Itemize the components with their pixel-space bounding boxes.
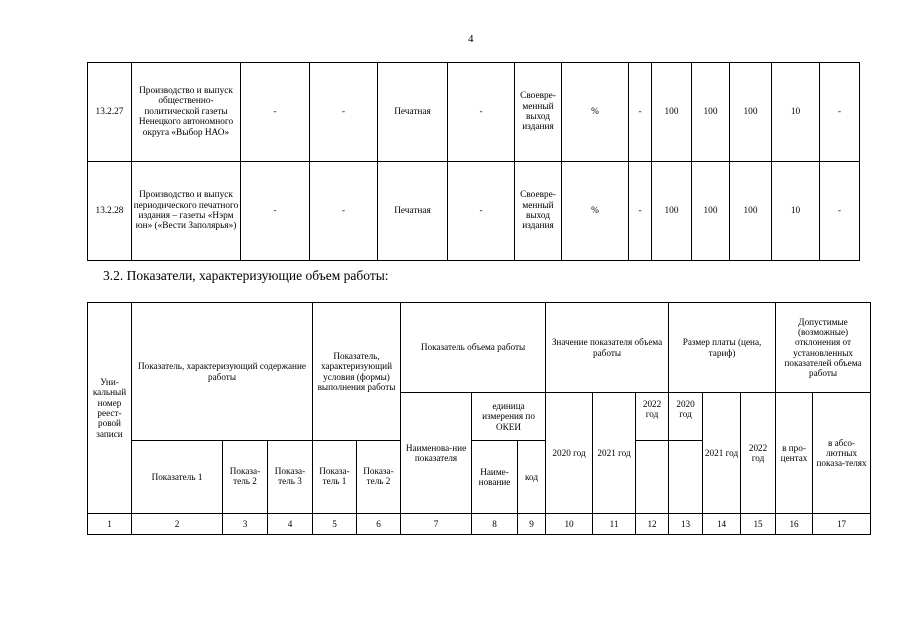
header-fee-2022: 2022 год <box>741 393 776 514</box>
value-2022: 100 <box>730 63 772 162</box>
column-number: 3 <box>223 514 268 535</box>
deviation-absolute: - <box>820 162 860 261</box>
header-indicator-1: Показатель 1 <box>132 441 223 514</box>
column-number: 14 <box>703 514 741 535</box>
column-number: 4 <box>268 514 313 535</box>
cell-dash: - <box>310 63 378 162</box>
registry-continuation-table <box>87 62 860 261</box>
header-unit-code: код <box>518 441 546 514</box>
header-indicator-name: Наименова-ние показателя <box>401 393 472 514</box>
header-fee-2020: 2020 год <box>669 393 703 441</box>
header-fee: Размер платы (цена, тариф) <box>669 303 776 393</box>
header-unit-name: Наиме-нование <box>472 441 518 514</box>
form-cell: Печатная <box>378 63 448 162</box>
header-deviation: Допустимые (возможные) отклонения от установленных показателей объема работы <box>776 303 871 393</box>
header-deviation-absolute: в абсо-лютных показа-телях <box>813 393 871 514</box>
value-2021: 100 <box>692 162 730 261</box>
cell-dash: - <box>310 162 378 261</box>
cell-dash: - <box>448 162 515 261</box>
registry-code: 13.2.27 <box>88 63 132 162</box>
header-volume-indicator: Показатель объема работы <box>401 303 546 393</box>
column-number: 5 <box>313 514 357 535</box>
column-numbers-row <box>88 514 871 535</box>
deviation-percent: 10 <box>772 63 820 162</box>
table-row <box>88 63 860 162</box>
column-number: 16 <box>776 514 813 535</box>
column-number: 6 <box>357 514 401 535</box>
quality-indicator: Своевре-менный выход издания <box>515 63 562 162</box>
header-deviation-percent: в про-центах <box>776 393 813 514</box>
cell-dash: - <box>448 63 515 162</box>
cell-dash: - <box>241 162 310 261</box>
header-condition-1: Показа-тель 1 <box>313 441 357 514</box>
header-fee-2021: 2021 год <box>703 393 741 514</box>
column-number: 13 <box>669 514 703 535</box>
cell-dash: - <box>629 162 652 261</box>
column-number: 17 <box>813 514 871 535</box>
header-fee-2020-blank <box>669 441 703 514</box>
column-number: 15 <box>741 514 776 535</box>
value-2022: 100 <box>730 162 772 261</box>
form-cell: Печатная <box>378 162 448 261</box>
column-number: 8 <box>472 514 518 535</box>
header-condition-indicator: Показатель, характеризующий условия (формы) выполнения работы <box>313 303 401 441</box>
value-2020: 100 <box>652 63 692 162</box>
deviation-absolute: - <box>820 63 860 162</box>
registry-code: 13.2.28 <box>88 162 132 261</box>
deviation-percent: 10 <box>772 162 820 261</box>
header-indicator-2: Показа-тель 2 <box>223 441 268 514</box>
header-value-2022: 2022 год <box>636 393 669 441</box>
column-number: 11 <box>593 514 636 535</box>
cell-dash: - <box>629 63 652 162</box>
column-number: 12 <box>636 514 669 535</box>
header-content-indicator: Показатель, характеризующий содержание работы <box>132 303 313 441</box>
unit-cell: % <box>562 162 629 261</box>
column-number: 9 <box>518 514 546 535</box>
header-condition-2: Показа-тель 2 <box>357 441 401 514</box>
column-number: 7 <box>401 514 472 535</box>
work-name: Производство и выпуск периодического печатного издания – газеты «Нэрм юн» («Вести Заполярья») <box>132 162 241 261</box>
cell-dash: - <box>241 63 310 162</box>
value-2020: 100 <box>652 162 692 261</box>
header-value-2022-blank <box>636 441 669 514</box>
column-number: 10 <box>546 514 593 535</box>
unit-cell: % <box>562 63 629 162</box>
volume-indicators-table <box>87 302 871 535</box>
column-number: 1 <box>88 514 132 535</box>
header-unit-okei: единица измерения по ОКЕИ <box>472 393 546 441</box>
work-name: Производство и выпуск общественно-политической газеты Ненецкого автономного округа «Выбор НАО» <box>132 63 241 162</box>
table-row <box>88 162 860 261</box>
header-value-2020: 2020 год <box>546 393 593 514</box>
header-value-2021: 2021 год <box>593 393 636 514</box>
column-number: 2 <box>132 514 223 535</box>
header-unique-number: Уни-кальный номер реест-ровой записи <box>88 303 132 514</box>
page-number: 4 <box>468 33 474 45</box>
value-2021: 100 <box>692 63 730 162</box>
quality-indicator: Своевре-менный выход издания <box>515 162 562 261</box>
section-heading: 3.2. Показатели, характеризующие объем работы: <box>103 268 389 283</box>
header-indicator-3: Показа-тель 3 <box>268 441 313 514</box>
header-volume-value: Значение показателя объема работы <box>546 303 669 393</box>
